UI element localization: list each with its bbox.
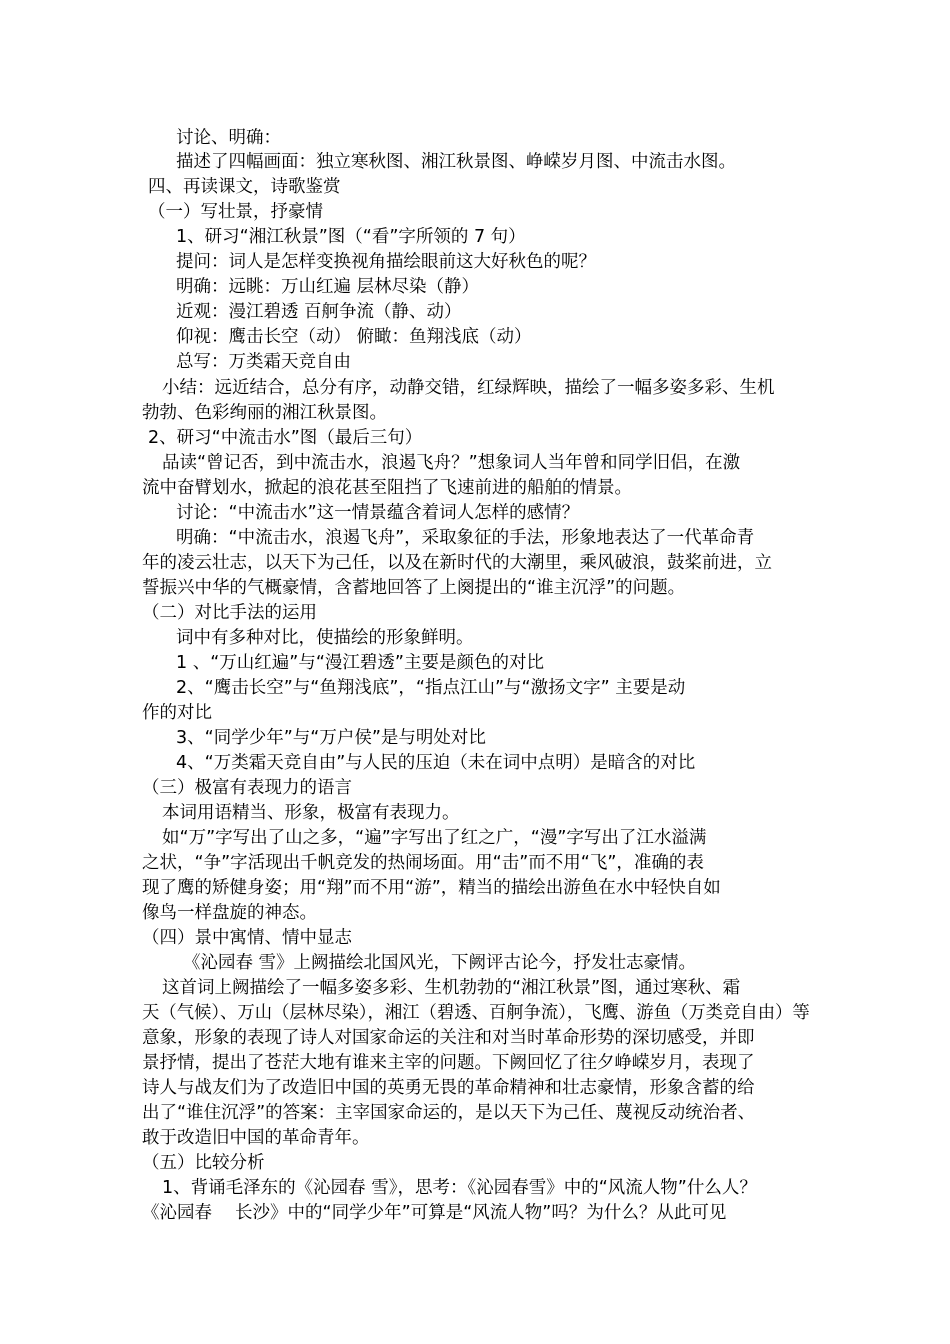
text-line: 《沁园春 雪》上阙描绘北国风光，下阙评古论今，抒发壮志豪情。 [183,953,697,973]
text-line: 诗人与战友们为了改造旧中国的英勇无畏的革命精神和壮志豪情，形象含蓄的给 [142,1078,755,1098]
text-line: 这首词上阙描绘了一幅多姿多彩、生机勃勃的“湘江秋景”图，通过寒秋、霜 [162,978,741,998]
subsection-heading: （五）比较分析 [142,1153,265,1173]
text-line: 4、“万类霜天竞自由”与人民的压迫（未在词中点明）是暗含的对比 [176,753,696,773]
text-line: 1、研习“湘江秋景”图（“看”字所领的 7 句） [176,227,526,247]
text-line: 意象，形象的表现了诗人对国家命运的关注和对当时革命形势的深切感受，并即 [142,1028,755,1048]
text-line: 近观：漫江碧透 百舸争流（静、动） [176,302,462,322]
text-line: 勃勃、色彩绚丽的湘江秋景图。 [142,403,387,423]
text-line: 明确：“中流击水，浪遏飞舟”，采取象征的手法，形象地表达了一代革命青 [176,528,755,548]
text-line: 词中有多种对比，使描绘的形象鲜明。 [176,628,474,648]
text-line: 品读“曾记否，到中流击水，浪遏飞舟？”想象词人当年曾和同学旧侣，在激 [162,453,741,473]
text-line: 明确：远眺：万山红遍 层林尽染（静） [176,277,480,297]
text-line: 讨论、明确： [176,128,281,148]
text-line: 1、背诵毛泽东的《沁园春 雪》，思考：《沁园春雪》中的“风流人物”什么人？ [162,1178,757,1198]
text-line: 描述了四幅画面：独立寒秋图、湘江秋景图、峥嵘岁月图、中流击水图。 [176,152,736,172]
text-line: 讨论：“中流击水”这一情景蕴含着词人怎样的感情？ [176,503,580,523]
text-line: 出了“谁住沉浮”的答案：主宰国家命运的，是以天下为己任、蔑视反动统治者、 [142,1103,756,1123]
text-line: 流中奋臂划水，掀起的浪花甚至阻挡了飞速前进的船舶的情景。 [142,478,632,498]
subsection-heading: （三）极富有表现力的语言 [142,778,352,798]
text-line: 2、研习“中流击水”图（最后三句） [148,428,423,448]
subsection-heading: （一）写壮景，抒豪情 [148,202,323,222]
text-line: 敢于改造旧中国的革命青年。 [142,1128,370,1148]
text-line: 3、“同学少年”与“万户侯”是与明处对比 [176,728,486,748]
text-line: 誓振兴中华的气概豪情，含蓄地回答了上阕提出的“谁主沉浮”的问题。 [142,578,686,598]
text-line: 小结：远近结合，总分有序，动静交错，红绿辉映，描绘了一幅多姿多彩、生机 [162,378,775,398]
text-line: 总写：万类霜天竞自由 [176,352,351,372]
text-line: 本词用语精当、形象，极富有表现力。 [162,803,460,823]
text-line: 《沁园春 长沙》中的“同学少年”可算是“风流人物”吗？为什么？从此可见 [142,1203,727,1223]
text-line: 仰视：鹰击长空（动） 俯瞰：鱼翔浅底（动） [176,327,532,347]
subsection-heading: （二）对比手法的运用 [142,603,317,623]
text-line: 现了鹰的矫健身姿；用“翔”而不用“游”，精当的描绘出游鱼在水中轻快自如 [142,878,721,898]
text-line: 景抒情，提出了苍茫大地有谁来主宰的问题。下阙回忆了往夕峥嵘岁月，表现了 [142,1053,755,1073]
text-line: 年的凌云壮志，以天下为己任，以及在新时代的大潮里，乘风破浪，鼓桨前进，立 [142,553,772,573]
section-heading: 四、再读课文，诗歌鉴赏 [148,177,341,197]
text-line: 提问：词人是怎样变换视角描绘眼前这大好秋色的呢？ [176,252,596,272]
text-line: 之状，“争”字活现出千帆竞发的热闹场面。用“击”而不用“飞”，准确的表 [142,853,704,873]
text-line: 如“万”字写出了山之多，“遍”字写出了红之广，“漫”字写出了江水溢满 [162,828,707,848]
text-line: 作的对比 [142,703,212,723]
text-line: 像鸟一样盘旋的神态。 [142,903,317,923]
text-line: 天（气候）、万山（层林尽染），湘江（碧透、百舸争流），飞鹰、游鱼（万类竞自由）等 [142,1003,810,1023]
subsection-heading: （四）景中寓情、情中显志 [142,928,352,948]
text-line: 1 、“万山红遍”与“漫江碧透”主要是颜色的对比 [176,653,544,673]
text-line: 2、“鹰击长空”与“鱼翔浅底”，“指点江山”与“激扬文字” 主要是动 [176,678,686,698]
